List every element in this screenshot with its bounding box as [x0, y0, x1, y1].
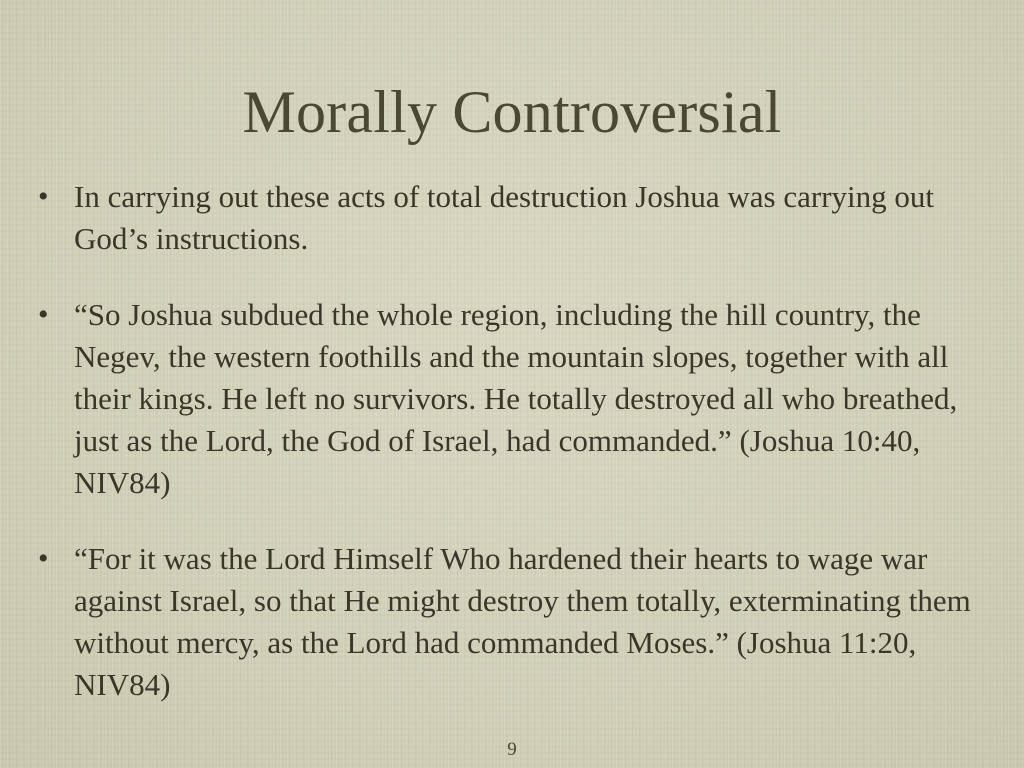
- bullet-text: “So Joshua subdued the whole region, including the hill country, the Negev, the western foothills and the mountain slopes, together with all their kings. He left no survivors. He totally destroyed all who breathed, just as the Lord, the God of Israel, had commanded.” (Joshua 10:40, NIV84): [74, 297, 958, 500]
- bullet-item-1: [38, 176, 998, 260]
- bullet-marker: •: [38, 298, 49, 331]
- bullet-item-3: [38, 538, 998, 706]
- slide-title: Morally Controversial: [242, 79, 782, 145]
- bullet-list: [38, 176, 998, 740]
- page-number: 9: [507, 739, 517, 760]
- bullet-text: “For it was the Lord Himself Who hardened their hearts to wage war against Israel, so that He might destroy them totally, exterminating them without mercy, as the Lord had commanded Moses.” (Joshua 11:20, NIV84): [74, 541, 971, 702]
- bullet-text: In carrying out these acts of total destruction Joshua was carrying out God’s instructions.: [74, 179, 935, 256]
- bullet-marker: •: [38, 542, 49, 575]
- bullet-marker: •: [38, 180, 49, 213]
- bullet-item-2: [38, 294, 998, 504]
